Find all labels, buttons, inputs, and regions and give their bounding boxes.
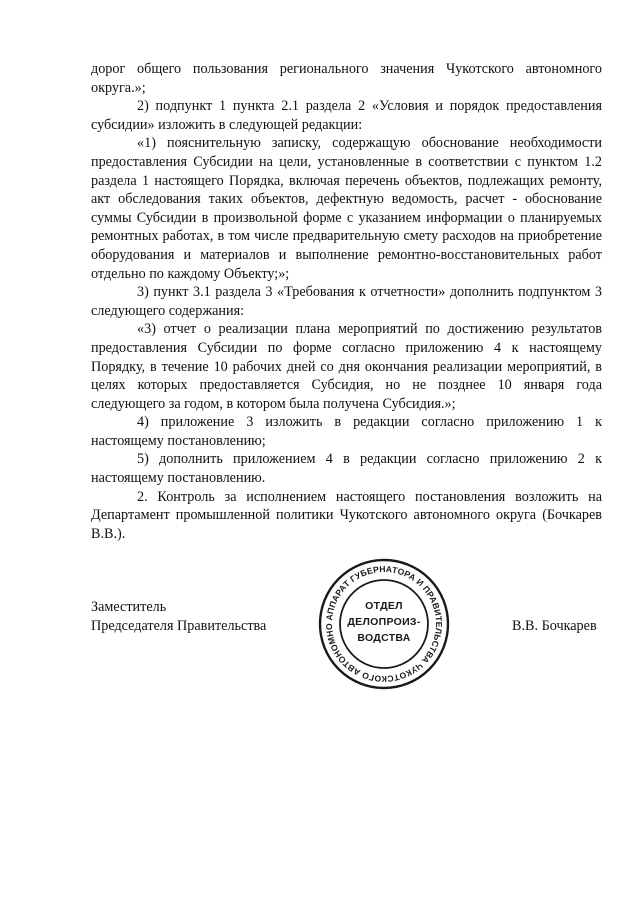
paragraph-item-2: 2) подпункт 1 пункта 2.1 раздела 2 «Условия и порядок предоставления субсидии» изложить в следующей редакции: (91, 98, 602, 133)
signatory-position-line2: Председателя Правительства (91, 618, 267, 634)
paragraph-quote-1: «1) пояснительную записку, содержащую обоснование необходимости предоставления Субсидии на цели, установленные в соответствии с пунктом 1.2 раздела 1 настоящего Порядка, включая перечень объектов, подлежащих ремонту, акт обследования таких объектов, дефектную ведомость, расчет - обоснование суммы Субсидии в произвольной форме с указанием информации о планируемых ремонтных работах, в том числе предварительную смету расходов на приобретение оборудования и материалов и выполнение ремонтно-восстановительных работ отдельно по каждому Объекту;»; (91, 135, 602, 282)
signatory-position (91, 598, 266, 636)
stamp-center-line2: ДЕЛОПРОИЗ- (347, 616, 421, 628)
official-stamp (316, 556, 452, 692)
stamp-ring-text: АППАРАТ ГУБЕРНАТОРА И ПРАВИТЕЛЬСТВА ЧУКОТСКОГО АВТОНОМНО (323, 563, 445, 685)
paragraph-item-3: 3) пункт 3.1 раздела 3 «Требования к отчетности» дополнить подпунктом 3 следующего содержания: (91, 284, 602, 319)
paragraph-continuation: дорог общего пользования регионального значения Чукотского автономного округа.»; (91, 61, 602, 96)
document-body (91, 60, 602, 543)
paragraph-item-4: 4) приложение 3 изложить в редакции согласно приложению 1 к настоящему постановлению; (91, 414, 602, 449)
signatory-name: В.В. Бочкарев (512, 618, 597, 634)
stamp-center-line1: ОТДЕЛ (365, 600, 403, 612)
paragraph-control: 2. Контроль за исполнением настоящего постановления возложить на Департамент промышленной политики Чукотского автономного округа (Бочкарев В.В.). (91, 488, 602, 542)
paragraph-quote-3: «3) отчет о реализации плана мероприятий по достижению результатов предоставления Субсидии по форме согласно приложению 4 к настоящему Порядку, в течение 10 рабочих дней со дня окончания реализации мероприятий, в целях которых предоставляется Субсидия, но не позднее 10 января года следующего за годом, в котором была получена Субсидия.»; (91, 321, 602, 412)
paragraph-item-5: 5) дополнить приложением 4 в редакции согласно приложению 2 к настоящему постановлению. (91, 451, 602, 487)
stamp-center-line3: ВОДСТВА (357, 632, 411, 644)
signatory-position-line1: Заместитель (91, 599, 167, 615)
